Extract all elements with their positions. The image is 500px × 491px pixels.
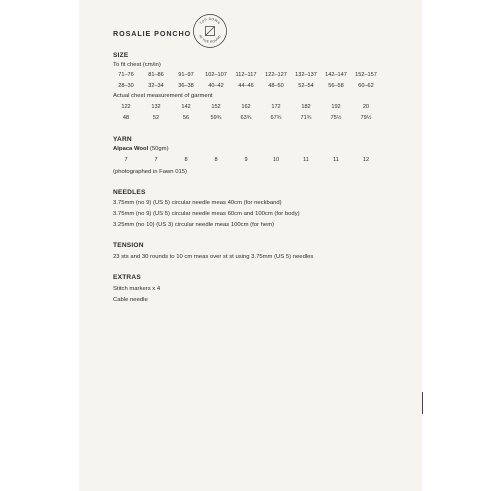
extras-item: Cable needle [113, 297, 148, 303]
size-in-cell: 44–46 [238, 83, 254, 89]
extras-item: Stitch markers x 4 [113, 286, 161, 292]
needle-line: 3.75mm (no 9) (US 5) circular needle meas 60cm and 100cm (for body) [113, 211, 300, 217]
top-down-badge-icon [192, 13, 228, 49]
yarn-balls-cell: 9 [244, 157, 248, 163]
badge-bottom-text: IN THE ROUND [198, 34, 222, 45]
size-heading: SIZE [113, 52, 129, 59]
yarn-weight: (50gm) [149, 146, 169, 152]
actual-in-cell: 71¾ [300, 115, 312, 121]
actual-in-cell: 63¾ [240, 115, 252, 121]
pattern-page [79, 0, 422, 491]
size-cm-cell: 91–97 [178, 72, 194, 78]
actual-in-cell: 75½ [330, 115, 342, 121]
needle-line: 3.25mm (no 10) (US 3) circular needle meas 100cm (for hem) [113, 222, 275, 228]
page-edge-mark [422, 392, 423, 414]
size-in-cell: 60–62 [358, 83, 374, 89]
yarn-heading: YARN [113, 136, 132, 143]
yarn-balls-cell: 12 [362, 157, 370, 163]
yarn-balls-cell: 8 [184, 157, 188, 163]
tension-heading: TENSION [113, 242, 144, 249]
size-cm-cell: 81–86 [148, 72, 164, 78]
actual-in-cell: 56 [182, 115, 190, 121]
size-cm-cell: 102–107 [205, 72, 227, 78]
page-title: ROSALIE PONCHO [113, 29, 192, 38]
actual-in-cell: 67¾ [270, 115, 282, 121]
yarn-balls-cell: 11 [333, 157, 339, 163]
svg-text:TOP DOWN [199, 17, 222, 25]
size-cm-cell: 132–137 [295, 72, 317, 78]
size-in-cell: 32–34 [148, 83, 164, 89]
yarn-name: Alpaca Wool [113, 146, 149, 152]
needle-line: 3.75mm (no 9) (US 5) circular needle meas 40cm (for neckband) [113, 200, 282, 206]
actual-in-cell: 79½ [360, 115, 372, 121]
actual-cm-cell: 122 [121, 104, 131, 110]
size-in-cell: 40–42 [208, 83, 224, 89]
size-in-cell: 36–38 [178, 83, 194, 89]
to-fit-label: To fit chest (cm/in) [113, 62, 161, 68]
size-in-cell: 48–50 [268, 83, 284, 89]
tension-text: 23 sts and 30 rounds to 10 cm meas over st st using 3.75mm (US 5) needles [113, 254, 314, 260]
size-cm-cell: 122–127 [265, 72, 287, 78]
badge-top-text: TOP DOWN [198, 16, 222, 26]
extras-heading: EXTRAS [113, 274, 141, 281]
size-cm-cell: 71–76 [118, 72, 134, 78]
yarn-balls-cell: 10 [272, 157, 280, 163]
size-in-cell: 28–30 [118, 83, 134, 89]
actual-cm-cell: 20 [362, 104, 370, 110]
size-in-cell: 56–58 [328, 83, 344, 89]
actual-cm-cell: 152 [211, 104, 221, 110]
actual-in-cell: 48 [122, 115, 130, 121]
size-cm-cell: 112–117 [235, 72, 257, 78]
size-cm-cell: 142–147 [325, 72, 347, 78]
yarn-balls-cell: 7 [154, 157, 158, 163]
size-in-cell: 52–54 [298, 83, 314, 89]
actual-cm-cell: 132 [151, 104, 161, 110]
actual-cm-cell: 142 [181, 104, 191, 110]
yarn-colour-note: (photographed in Fawn 015) [113, 169, 188, 175]
actual-in-cell: 52 [152, 115, 160, 121]
yarn-balls-cell: 11 [303, 157, 309, 163]
actual-in-cell: 59¾ [210, 115, 222, 121]
actual-cm-cell: 182 [301, 104, 311, 110]
yarn-balls-cell: 7 [124, 157, 128, 163]
needles-heading: NEEDLES [113, 189, 146, 196]
size-cm-cell: 152–157 [355, 72, 377, 78]
yarn-balls-cell: 8 [214, 157, 218, 163]
actual-chest-label: Actual chest measurement of garment [113, 93, 213, 99]
actual-cm-cell: 172 [271, 104, 281, 110]
actual-cm-cell: 192 [331, 104, 341, 110]
yarn-line [113, 146, 169, 152]
actual-cm-cell: 162 [241, 104, 251, 110]
